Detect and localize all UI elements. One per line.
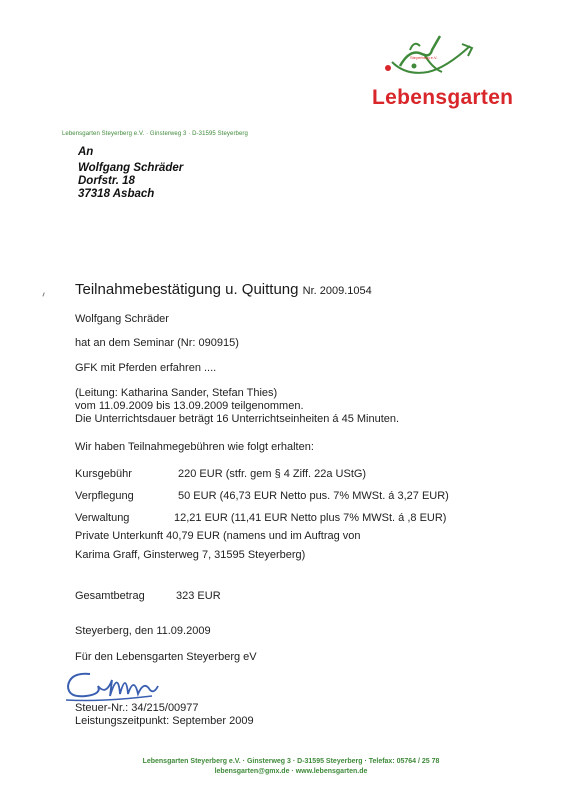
total-value: 323 EUR bbox=[176, 590, 221, 602]
footer-line2: lebensgarten@gmx.de · www.lebensgarten.de bbox=[214, 768, 368, 775]
logo-text: Lebensgarten bbox=[372, 86, 514, 109]
duration: Die Unterrichtsdauer beträgt 16 Unterrichtseinheiten á 45 Minuten. bbox=[75, 413, 400, 425]
total-label: Gesamtbetrag bbox=[75, 590, 145, 602]
leitung: (Leitung: Katharina Sander, Stefan Thies) bbox=[75, 387, 278, 399]
recipient-street: Dorfstr. 18 bbox=[78, 175, 135, 187]
participant: Wolfgang Schräder bbox=[75, 313, 169, 325]
recipient-prefix: An bbox=[78, 146, 94, 158]
fee-label: Verpflegung bbox=[75, 490, 134, 502]
fee-value: 220 EUR (stfr. gem § 4 Ziff. 22a UStG) bbox=[178, 468, 367, 480]
fee-value: 50 EUR (46,73 EUR Netto pus. 7% MWSt. á 3,27 EUR) bbox=[178, 490, 449, 502]
footer-line1: Lebensgarten Steyerberg e.V. · Ginsterweg 3 · D-31595 Steyerberg · Telefax: 05764 / 25 78 bbox=[142, 758, 440, 765]
margin-mark bbox=[42, 292, 47, 297]
page-title bbox=[75, 281, 372, 298]
recipient-city: 37318 Asbach bbox=[78, 188, 155, 200]
private-unterkunft: Private Unterkunft 40,79 EUR (namens und im Auftrag von bbox=[75, 530, 361, 542]
signature-icon bbox=[62, 660, 172, 704]
service-period: Leistungszeitpunkt: September 2009 bbox=[75, 715, 254, 727]
logo-small-label: Steyerberg e.V. bbox=[410, 55, 438, 60]
seminar-name: GFK mit Pferden erfahren .... bbox=[75, 362, 217, 374]
dates: vom 11.09.2009 bis 13.09.2009 teilgenommen. bbox=[75, 400, 304, 412]
fee-value: 12,21 EUR (11,41 EUR Netto plus 7% MWSt. á ,8 EUR) bbox=[174, 512, 447, 524]
recipient-name: Wolfgang Schräder bbox=[78, 162, 184, 174]
place-date: Steyerberg, den 11.09.2009 bbox=[75, 625, 211, 637]
tax-number: Steuer-Nr.: 34/215/00977 bbox=[75, 702, 199, 714]
fees-intro: Wir haben Teilnahmegebühren wie folgt erhalten: bbox=[75, 441, 314, 453]
fee-label: Verwaltung bbox=[75, 512, 130, 524]
seminar-line: hat an dem Seminar (Nr: 090915) bbox=[75, 337, 239, 349]
signature bbox=[62, 660, 172, 704]
title-number: Nr. 2009.1054 bbox=[302, 285, 372, 297]
sender-line: Lebensgarten Steyerberg e.V. · Ginsterweg 3 · D-31595 Steyerberg bbox=[62, 131, 248, 137]
for-line: Für den Lebensgarten Steyerberg eV bbox=[75, 651, 257, 663]
title-main: Teilnahmebestätigung u. Quittung bbox=[75, 281, 299, 298]
private-unterkunft-detail: Karima Graff, Ginsterweg 7, 31595 Steyerberg) bbox=[75, 549, 306, 561]
fee-label: Kursgebühr bbox=[75, 468, 132, 480]
